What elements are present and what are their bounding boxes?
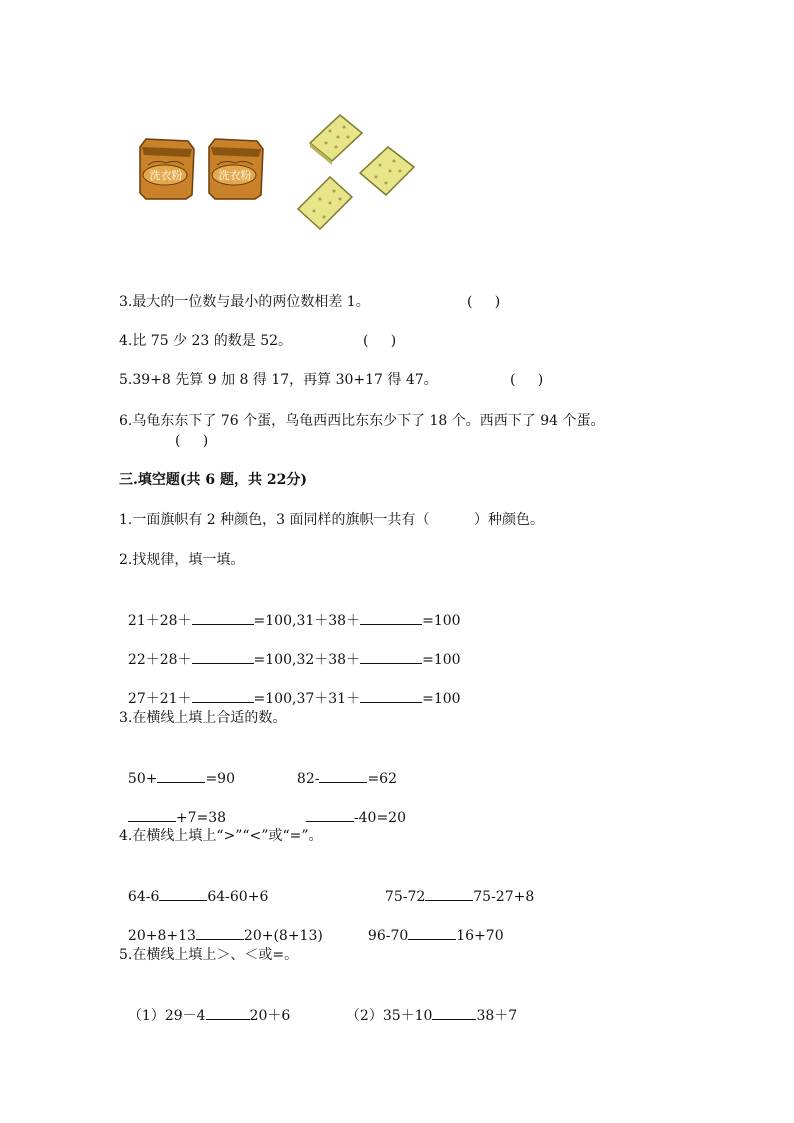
answer-blank[interactable]	[319, 768, 367, 783]
answer-blank[interactable]	[206, 1005, 250, 1020]
answer-paren-4[interactable]: ( )	[363, 333, 397, 349]
answer-blank[interactable]	[192, 610, 254, 625]
fill-q4-item-3: 20+8+13 20+(8+13)	[119, 905, 323, 946]
fill-question-1: 1.一面旗帜有 2 种颜色，3 面同样的旗帜一共有（ ）种颜色。	[119, 512, 545, 528]
sponge-1	[306, 113, 366, 165]
answer-paren-3[interactable]: ( )	[467, 294, 501, 310]
answer-blank[interactable]	[192, 649, 254, 664]
pattern-row-3: 27＋21＋ =100,37＋31＋ =100	[119, 668, 461, 709]
question-5: 5.39+8 先算 9 加 8 得 17，再算 30+17 得 47。	[119, 372, 438, 388]
fill-question-3-prompt: 3.在横线上填上合适的数。	[119, 710, 287, 726]
fill-question-2-prompt: 2.找规律，填一填。	[119, 552, 245, 568]
sponge-3	[296, 173, 356, 231]
answer-blank[interactable]	[425, 886, 473, 901]
answer-blank[interactable]	[159, 886, 207, 901]
detergent-label-1: 洗衣粉	[149, 169, 183, 182]
answer-blank[interactable]	[306, 807, 354, 822]
fill-q3-item-4: -40=20	[297, 787, 406, 828]
answer-paren-5[interactable]: ( )	[510, 372, 544, 388]
fill-q5-item-2: （2）35＋10 38＋7	[337, 985, 517, 1026]
fill-q5-item-1: （1）29－4 20＋6	[119, 985, 290, 1026]
fill-q4-item-4: 96-70 16+70	[359, 905, 504, 946]
detergent-bag-2	[205, 137, 267, 201]
answer-paren-6[interactable]: ( )	[175, 433, 209, 449]
question-4: 4.比 75 少 23 的数是 52。	[119, 333, 293, 349]
answer-blank[interactable]	[360, 688, 422, 703]
answer-blank[interactable]	[432, 1005, 476, 1020]
pattern-row-1: 21＋28＋ =100,31＋38＋ =100	[119, 590, 461, 631]
fill-q4-item-1: 64-6 64-60+6	[119, 866, 268, 907]
pattern-row-2: 22＋28＋ =100,32＋38＋ =100	[119, 629, 461, 670]
fill-question-5-prompt: 5.在横线上填上＞、＜或=。	[119, 947, 299, 963]
detergent-label-2: 洗衣粉	[218, 169, 252, 182]
answer-blank[interactable]	[192, 688, 254, 703]
section-heading: 三.填空题(共 6 题，共 22分)	[119, 472, 307, 488]
answer-blank[interactable]	[408, 925, 456, 940]
answer-blank[interactable]	[128, 807, 176, 822]
fill-question-4-prompt: 4.在横线上填上“>”“<”或“=”。	[119, 828, 323, 844]
detergent-bag-1	[136, 137, 198, 201]
answer-blank[interactable]	[360, 610, 422, 625]
fill-q3-item-3: +7=38	[119, 787, 226, 828]
answer-blank[interactable]	[360, 649, 422, 664]
fill-q3-item-2: 82- =62	[288, 748, 397, 789]
fill-q4-item-2: 75-72 75-27+8	[376, 866, 534, 907]
fill-q3-item-1: 50+ =90	[119, 748, 235, 789]
sponge-2	[358, 143, 418, 199]
answer-blank[interactable]	[157, 768, 205, 783]
answer-blank[interactable]	[196, 925, 244, 940]
question-3: 3.最大的一位数与最小的两位数相差 1。	[119, 294, 370, 310]
question-6: 6.乌龟东东下了 76 个蛋，乌龟西西比东东少下了 18 个。西西下了 94 个蛋。	[119, 413, 605, 429]
